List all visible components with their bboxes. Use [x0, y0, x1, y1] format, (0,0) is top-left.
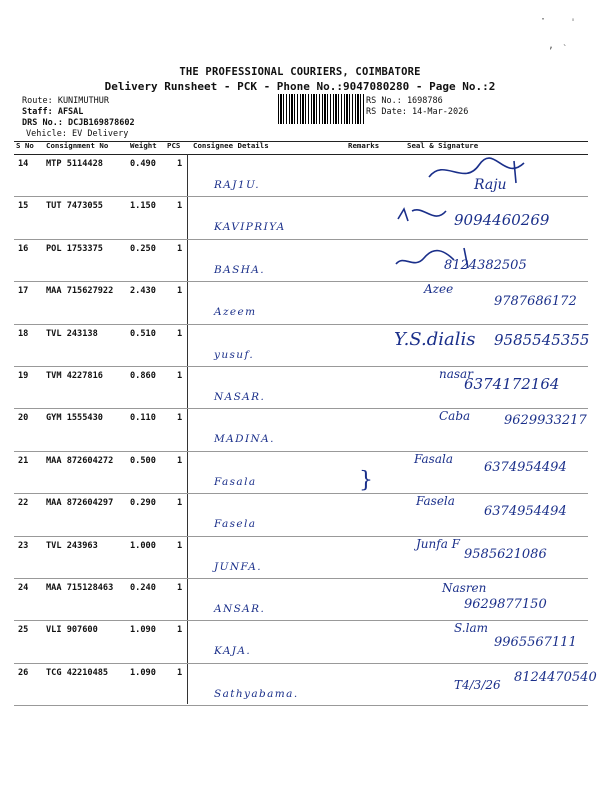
table-row: [14, 197, 588, 239]
weight-value: 1.090: [130, 625, 156, 636]
table-row: [14, 494, 588, 536]
consignee-name: Azeem: [214, 306, 257, 319]
consignee-name: JUNFA.: [214, 560, 262, 573]
weight-value: 0.860: [130, 371, 156, 381]
signature-phone: 9629877150: [464, 597, 547, 612]
weight-value: 0.510: [130, 328, 156, 339]
vehicle-label: Vehicle: EV Delivery: [26, 129, 129, 139]
serial-number: 21: [18, 455, 29, 466]
weight-value: 0.290: [130, 498, 156, 509]
serial-number: 15: [18, 201, 29, 212]
signature-phone: 9585621086: [464, 546, 547, 562]
table-row: [14, 282, 588, 324]
consignee-name: KAJA.: [214, 645, 252, 658]
signature-scribble: T4/3/26: [454, 677, 501, 692]
consignment-number: MTP 5114428: [46, 159, 103, 169]
consignment-number: MAA 872604297: [46, 498, 114, 509]
weight-value: 0.490: [130, 159, 156, 169]
serial-number: 17: [18, 286, 29, 297]
pieces-count: 1: [177, 455, 183, 466]
serial-number: 24: [18, 583, 29, 593]
signature-phone: 9629933217: [504, 413, 587, 429]
signature-scribble: S.lam: [454, 621, 488, 636]
staff-label: Staff: AFSAL: [22, 107, 84, 117]
consignee-name: yusuf.: [214, 348, 255, 361]
table-row: [14, 621, 588, 663]
serial-number: 23: [18, 540, 29, 551]
signature-scribble: Nasren: [442, 581, 487, 595]
col-header-weight: Weight: [130, 141, 157, 150]
brace-mark: }: [359, 467, 373, 493]
pieces-count: 1: [177, 243, 183, 254]
pieces-count: 1: [177, 498, 183, 509]
consignment-number: MAA 715627922: [46, 286, 114, 297]
serial-number: 19: [18, 371, 29, 381]
serial-number: 25: [18, 625, 29, 636]
weight-value: 0.240: [130, 583, 156, 593]
pieces-count: 1: [177, 371, 183, 381]
signature-scribble: Junfa F: [416, 536, 461, 551]
col-header-seal: Seal & Signature: [407, 141, 479, 150]
company-title: THE PROFESSIONAL COURIERS, COIMBATORE: [179, 66, 421, 78]
col-header-consignment: Consignment No: [46, 141, 109, 150]
signature-phone: 8124382505: [444, 257, 527, 273]
signature-scribble: Azee: [424, 282, 454, 297]
row-divider: [14, 705, 588, 706]
signature-phone: Raju: [474, 177, 507, 193]
consignee-name: BASHA.: [214, 263, 265, 276]
scanner-dot-4: ˋ: [563, 44, 567, 55]
consignee-name: ANSAR.: [214, 603, 266, 615]
signature-phone: 6374172164: [464, 375, 560, 393]
scanner-dot-1: ·: [540, 14, 547, 25]
signature-scribble: Fasela: [416, 494, 455, 509]
table-row: [14, 579, 588, 621]
serial-number: 22: [18, 498, 29, 509]
pieces-count: 1: [177, 413, 183, 424]
signature-scribble: Fasala: [414, 451, 453, 466]
pieces-count: 1: [177, 583, 183, 593]
signature-scribble: [424, 157, 534, 187]
weight-value: 1.000: [130, 540, 156, 551]
scanner-dot-2: ˈ: [570, 18, 577, 29]
table-row: [14, 537, 588, 579]
consignee-name: MADINA.: [214, 433, 275, 446]
weight-value: 1.090: [130, 667, 156, 678]
signature-phone: 6374954494: [484, 504, 567, 520]
serial-number: 18: [18, 328, 29, 339]
runsheet-subtitle: Delivery Runsheet - PCK - Phone No.:9047080280 - Page No.:2: [104, 80, 496, 93]
pieces-count: 1: [177, 625, 183, 636]
consignee-name: Sathyabama.: [214, 687, 299, 700]
col-header-pcs: PCS: [167, 141, 181, 150]
pieces-count: 1: [177, 540, 183, 551]
signature-phone: 9585545355: [494, 330, 590, 349]
consignee-name: Fasala: [214, 475, 257, 488]
col-header-remarks: Remarks: [348, 141, 380, 150]
consignee-name: KAVIPRIYA: [214, 221, 286, 234]
consignment-number: POL 1753375: [46, 243, 103, 254]
barcode: [278, 94, 364, 124]
signature-phone: 8124470540: [514, 669, 597, 685]
consignment-number: MAA 715128463: [46, 583, 114, 593]
consignee-name: NASAR.: [214, 391, 266, 403]
table-row: [14, 240, 588, 282]
signature-phone: 9094460269: [454, 211, 550, 230]
serial-number: 26: [18, 667, 29, 678]
signature-scribble: [394, 201, 504, 231]
signature-scribble: Caba: [439, 409, 471, 424]
consignee-name: RAJ1U.: [214, 179, 261, 191]
col-header-consignee: Consignee Details: [193, 141, 269, 150]
consignment-number: TVM 4227816: [46, 371, 103, 381]
signature-scribble: [394, 244, 504, 274]
signature-scribble: nasar: [439, 367, 473, 381]
signature-phone: 9965567111: [494, 635, 577, 651]
weight-value: 0.250: [130, 243, 156, 254]
pieces-count: 1: [177, 328, 183, 339]
serial-number: 14: [18, 159, 29, 169]
rs-number: RS No.: 1698786: [366, 96, 443, 106]
table-row: [14, 664, 597, 706]
signature-phone: 9787686172: [494, 294, 577, 310]
table-row: [14, 325, 588, 367]
pieces-count: 1: [177, 159, 183, 169]
consignee-name: Fasela: [214, 518, 257, 531]
table-row: [14, 367, 588, 409]
consignment-number: TCG 42210485: [46, 667, 109, 678]
table-row: [14, 155, 588, 197]
pieces-count: 1: [177, 667, 183, 678]
col-header-sno: S No: [16, 141, 34, 150]
drs-label: DRS No.: DCJB169878602: [22, 118, 135, 128]
consignment-number: TVL 243138: [46, 328, 98, 339]
route-label: Route: KUNIMUTHUR: [22, 96, 109, 106]
consignment-number: MAA 872604272: [46, 455, 114, 466]
signature-scribble: Y.S.dialis: [394, 328, 476, 350]
signature-phone: 6374954494: [484, 459, 567, 475]
consignment-number: GYM 1555430: [46, 413, 103, 424]
weight-value: 0.110: [130, 413, 156, 424]
rs-date: RS Date: 14-Mar-2026: [366, 107, 469, 117]
serial-number: 16: [18, 243, 29, 254]
consignment-number: TVL 243963: [46, 540, 98, 551]
weight-value: 1.150: [130, 201, 156, 212]
weight-value: 0.500: [130, 455, 156, 466]
table-row: [14, 409, 588, 451]
consignment-number: VLI 907600: [46, 625, 98, 636]
table-row: [14, 452, 588, 494]
serial-number: 20: [18, 413, 29, 424]
pieces-count: 1: [177, 201, 183, 212]
scanner-dot-3: ‚: [548, 40, 555, 51]
pieces-count: 1: [177, 286, 183, 297]
weight-value: 2.430: [130, 286, 156, 297]
consignment-number: TUT 7473055: [46, 201, 103, 212]
